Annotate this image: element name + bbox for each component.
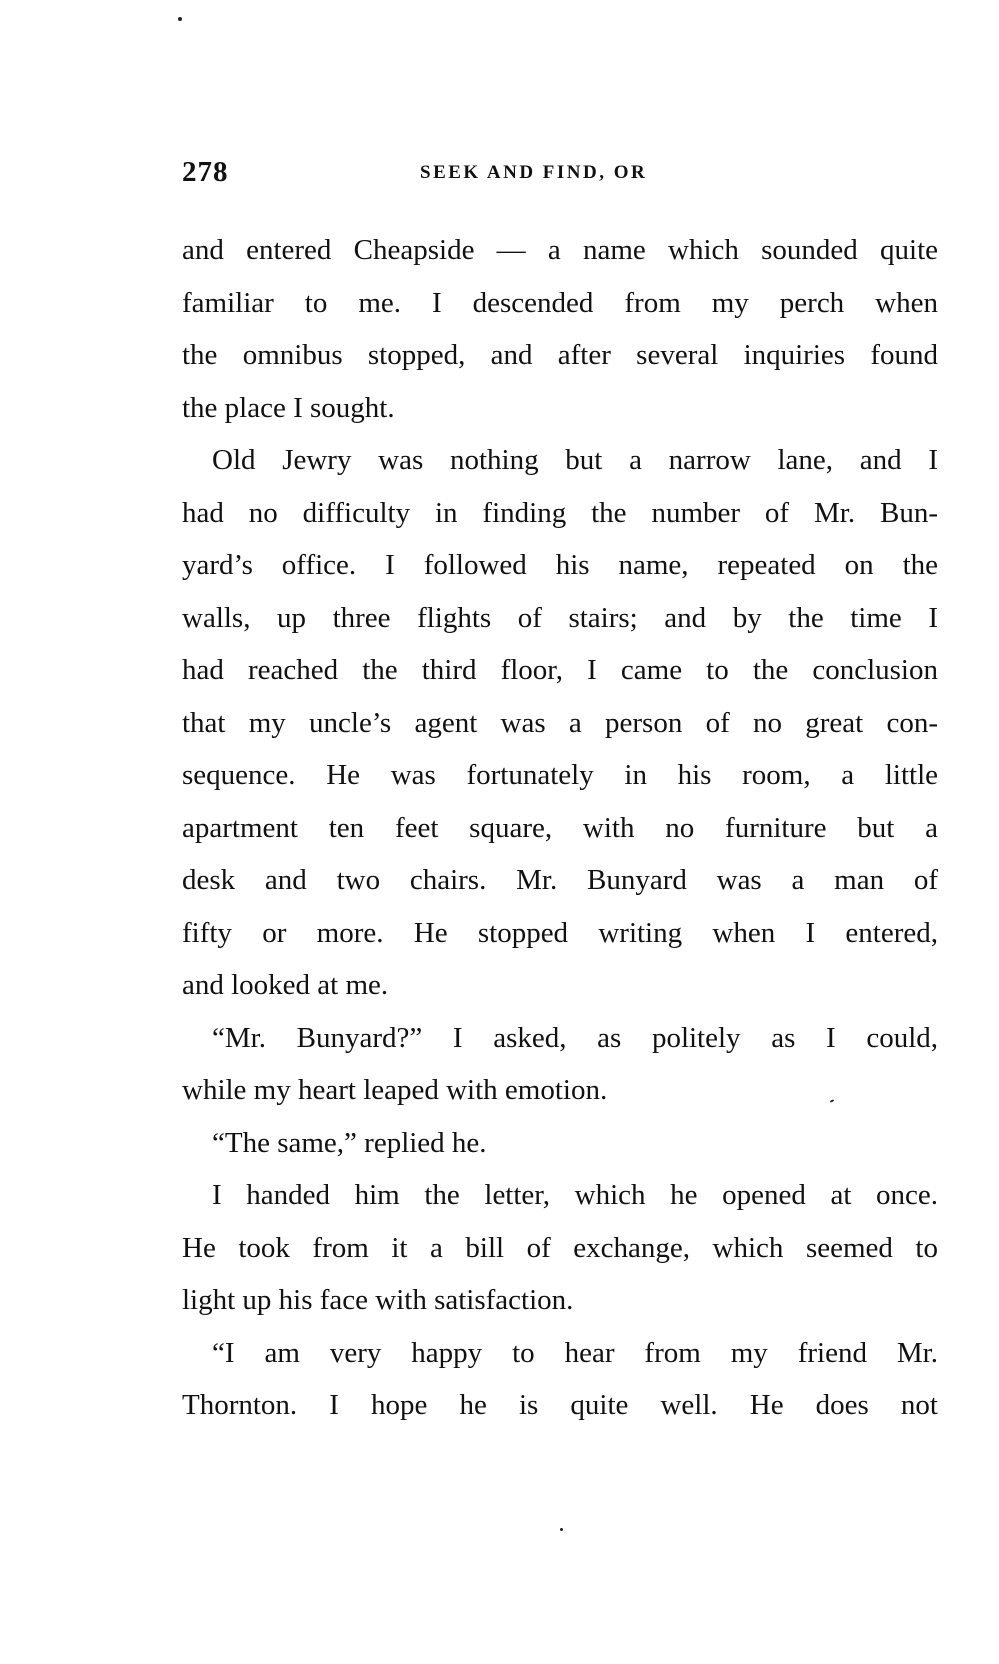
text-line: had reached the third floor, I came to the conclusion	[182, 654, 938, 686]
text-line: the place I sought.	[182, 391, 395, 424]
paragraph-first-line: Old Jewry was nothing but a narrow lane, and I	[212, 444, 938, 476]
text-line: the omnibus stopped, and after several inquiries found	[182, 339, 938, 371]
running-head	[182, 156, 938, 196]
text-line: sequence. He was fortunately in his room, a little	[182, 759, 938, 791]
text-line: had no difficulty in finding the number of Mr. Bun-	[182, 496, 938, 529]
text-line: while my heart leaped with emotion.	[182, 1074, 608, 1106]
text-line: desk and two chairs. Mr. Bunyard was a man of	[182, 864, 938, 896]
paragraph-first-line: “The same,” replied he.	[212, 1126, 487, 1159]
paragraph-first-line: I handed him the letter, which he opened at once.	[212, 1179, 938, 1211]
text-line: walls, up three flights of stairs; and by the time I	[182, 601, 938, 634]
text-line: He took from it a bill of exchange, which seemed to	[182, 1231, 938, 1264]
text-line: Thornton. I hope he is quite well. He does not	[182, 1389, 938, 1421]
print-speck	[560, 1528, 563, 1531]
paragraph-first-line: “I am very happy to hear from my friend Mr.	[212, 1336, 938, 1369]
running-title: SEEK AND FIND, OR	[420, 162, 648, 183]
paragraph-first-line: “Mr. Bunyard?” I asked, as politely as I could,	[212, 1021, 938, 1054]
text-line: and looked at me.	[182, 969, 389, 1001]
text-line: apartment ten feet square, with no furniture but a	[182, 811, 938, 844]
text-line: familiar to me. I descended from my perch when	[182, 286, 938, 319]
text-line: light up his face with satisfaction.	[182, 1284, 574, 1316]
page-number: 278	[182, 156, 229, 188]
text-line: and entered Cheapside — a name which sounded quite	[182, 234, 938, 266]
text-line: that my uncle’s agent was a person of no great con-	[182, 706, 938, 739]
text-line: fifty or more. He stopped writing when I entered,	[182, 916, 938, 949]
text-line: yard’s office. I followed his name, repeated on the	[182, 549, 938, 581]
body-text	[182, 224, 938, 1432]
print-speck	[178, 17, 182, 21]
